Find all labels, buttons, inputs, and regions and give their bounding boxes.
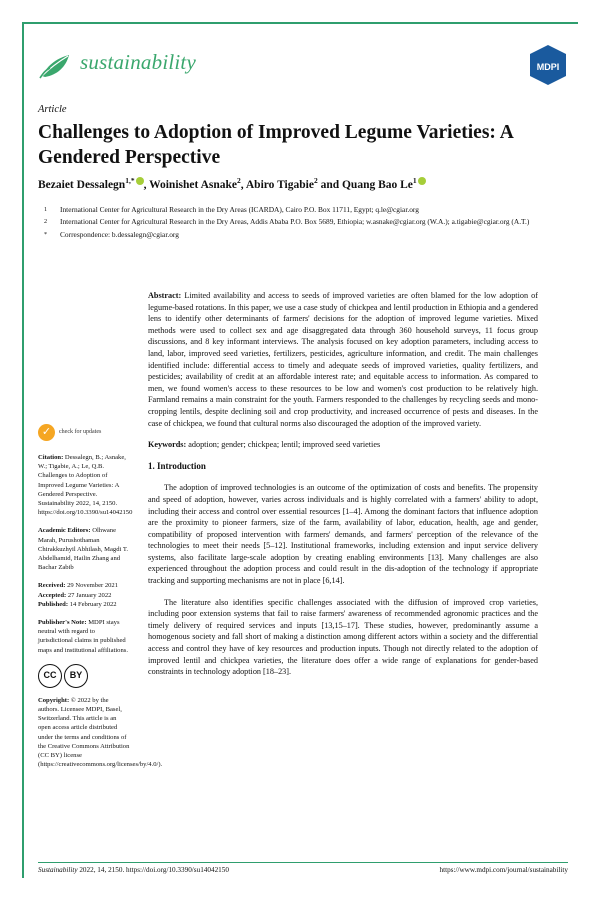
affiliation-text: Correspondence: b.dessalegn@cgiar.org [60,229,179,239]
abstract-paragraph [148,290,538,429]
academic-editors-text: Olhwane Marah, Purushothaman Chirakkuzhyil Abhilash, Magdi T. Abdelhamid, Hailin Zhang and Bachar Zabib [38,527,129,572]
copyright-block [38,696,163,770]
author-list [38,176,558,191]
affiliation-mark: 1 [44,206,48,213]
published-label: Published: [38,600,69,608]
cc-by-icon: BY [64,664,88,688]
author-affiliation-mark: 2 [313,176,318,185]
main-text-column [148,290,538,688]
svg-text:MDPI: MDPI [536,62,560,72]
publishers-note-block [38,618,130,655]
author-name: Abiro Tigabie [245,178,314,191]
author-separator: and [317,178,342,191]
footer-rule [38,862,568,863]
introduction-paragraph-1: The adoption of improved technologies is an outcome of the optimization of costs and benefits. The propensity and speed of adoption, however, varies across individuals and is highly correlated with a farmers' ability to adopt, including their access and control over essential resources [1–4]. Among the dominant factors that influence adoption are the proximity to pioneer farmers, size of the farm, availability of labor, education, health, age and gender, compatibility of proposed intervention with farmers' demands, and farmers' perception of the relevance of the technologies to meet their needs [5–12]. Institutional frameworks, including extension and input service delivery systems, also facilitate large-scale adoption by creating enabling environments [13]. Many challenges are also experienced throughout the adoption process and could result in the dis-adoption of the technology if appropriate tracking and supporting mechanisms are not in place [6,14]. [148,483,538,586]
check-for-updates[interactable] [38,424,130,441]
creative-commons-icons [38,664,130,688]
affiliations [38,205,538,242]
affiliation-mark: * [44,230,48,238]
footer-citation-rest: 2022, 14, 2150. https://doi.org/10.3390/su14042150 [77,866,229,874]
affiliation-mark: 2 [44,218,48,226]
citation-label: Citation: [38,454,64,461]
masthead [38,44,568,90]
footer-journal-name: Sustainability [38,866,78,874]
footer-url[interactable]: https://www.mdpi.com/journal/sustainability [439,866,568,874]
sidebar-metadata [38,424,163,778]
orcid-icon[interactable] [418,177,426,185]
mdpi-logo [528,44,568,86]
article-type: Article [38,104,67,115]
affiliation-text: International Center for Agricultural Research in the Dry Areas (ICARDA), Cairo P.O. Box 11711, Egypt; q.le@cgiar.org [60,205,419,214]
author-name: Woinishet Asnake [149,178,237,191]
dates-block [38,581,130,609]
abstract-label: Abstract: [148,291,182,300]
copyright-text: © 2022 by the authors. Licensee MDPI, Basel, Switzerland. This article is an open access article distributed under the terms and conditions of the Creative Commons Attribution (CC BY) license (https://creativecommons.org/licenses/by/4.0/). [38,696,163,769]
accepted-value: 27 January 2022 [66,591,112,599]
received-label: Received: [38,582,66,590]
author-name: Bezaiet Dessalegn [38,178,126,191]
citation-block [38,453,133,517]
author-separator: , [240,178,246,191]
author-separator: , [143,178,150,191]
author-affiliation-mark: 1,* [125,176,135,185]
cc-icon: CC [38,664,62,688]
top-rule [22,22,578,24]
copyright-label: Copyright: [38,696,70,704]
academic-editors-block [38,526,130,572]
keywords-label: Keywords: [148,440,187,450]
keywords-text: adoption; gender; chickpea; lentil; improved seed varieties [186,440,381,450]
accepted-label: Accepted: [38,591,67,599]
abstract-text: Limited availability and access to seeds of improved varieties are often blamed for the low adoption of legume-based rotations. In this paper, we use a case study of chickpea and lentil production in Ethiopia and a gendered lens to identify other determinants of farmers' decisions for the adoption of improved legume varieties. Mixed methods were used to collect sex and age disaggregated data through 360 household surveys, 11 focus group discussions, and 8 key informant interviews. The analysis focused on key adoption parameters, including access to land, labor, improved seed varieties, fertilizers, pesticides, agriculture information, and credit. The main challenges identified include: differential access to timely and adequate seeds of improved varieties, quality fertilizers, and pesticides; availability of credit at an affordable interest rate; and equitable access to information. As compared to men, we found women's access to these resources to be low and women's cost production to be relatively high. Farmland remains a main constraint for the youth. Farmers responded to the challenges by recycling seeds and mono-cropping lentils, despite declining soil and crop productivity, and increased occurrence of pests and diseases. In the case of chickpea, we found that cultural norms also discouraged the adoption of the improved variety. [148,291,538,428]
publishers-note-label: Publisher's Note: [38,619,87,627]
page-title: Challenges to Adoption of Improved Legume Varieties: A Gendered Perspective [38,122,513,168]
page-footer [38,866,568,874]
academic-editors-label: Academic Editors: [38,527,91,535]
affiliation-text: International Center for Agricultural Research in the Dry Areas, Addis Ababa P.O. Box 5689, Ethiopia; w.asnake@cgiar.org (W.A.); a.tigabie@cgiar.org (A.T.) [60,217,530,227]
journal-title: sustainability [80,50,196,74]
received-value: 29 November 2021 [65,582,119,590]
introduction-heading: 1. Introduction [148,460,206,471]
introduction-paragraph-2: The literature also identifies specific challenges associated with the diffusion of improved crop varieties, including poor extension systems that fail to raise farmers' awareness of recommended agronomic practices and the timely delivery of required services and inputs [13,15–17]. These studies, however, predominantly assume a homogenous society and fall short of making a distinction among different actors within a society and the differential access and control they have of key resources and production inputs. Though not directly related to the adoption of improved lentil and chickpea varieties, the literature does offer a wide range of explanations for gender-based constraints in technology adoption [18–23]. [148,597,538,677]
check-updates-icon: ✓ [38,424,55,441]
keywords-paragraph [148,439,538,451]
author-affiliation-mark: 1 [412,176,417,185]
footer-citation [38,866,229,874]
orcid-icon[interactable] [136,177,144,185]
affiliation-row [38,230,538,240]
citation-text: Dessalegn, B.; Asnake, W.; Tigabie, A.; Le, Q.B. Challenges to Adoption of Improved Legume Varieties: A Gendered Perspective. Sustainability 2022, 14, 2150. https://doi.org/10.3390/su14042150 [38,454,133,517]
published-value: 14 February 2022 [68,600,117,608]
author-name: Quang Bao Le [341,178,413,191]
check-updates-label: check for updates [59,428,102,435]
sustainability-leaf-icon [38,50,72,80]
author-affiliation-mark: 2 [237,176,241,185]
publishers-note-text: MDPI stays neutral with regard to jurisdictional claims in published maps and institutional affiliations. [38,619,128,654]
affiliation-row [38,205,538,215]
affiliation-row [38,217,538,227]
left-rule [22,22,24,878]
